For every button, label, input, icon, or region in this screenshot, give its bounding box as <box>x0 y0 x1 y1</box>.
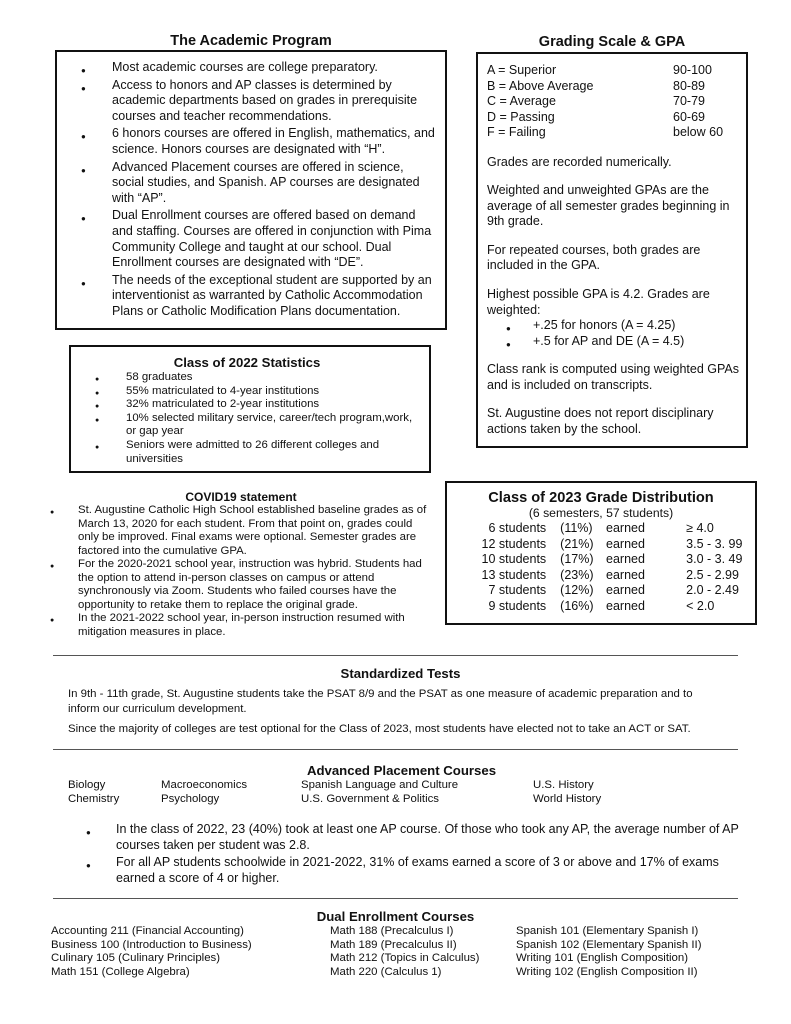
course-item: Business 100 (Introduction to Business) <box>51 938 252 951</box>
distribution-earned: earned <box>606 552 645 566</box>
list-item: ● +.25 for honors (A = 4.25) <box>487 318 740 334</box>
course-item: Spanish Language and Culture <box>301 779 459 791</box>
ap-course-column <box>68 779 119 806</box>
grading-note-2: Weighted and unweighted GPAs are the average of all semester grades beginning in 9th grade. <box>487 183 730 229</box>
list-item: ● In the class of 2022, 23 (40%) took at least one AP course. Of those who took any AP, the average number of AP courses taken per student was 2.8. <box>76 822 741 853</box>
distribution-students: 9 students <box>488 598 547 613</box>
grade-scale-row <box>487 110 740 126</box>
course-item: Macroeconomics <box>161 779 248 791</box>
list-item: ● For all AP students schoolwide in 2021-2022, 31% of exams earned a score of 3 or above and 17% of exams earned a score of 4 or higher. <box>76 855 741 886</box>
table-row <box>462 521 755 537</box>
course-item: Chemistry <box>68 792 120 805</box>
academic-program-box <box>55 50 447 330</box>
grade-range: below 60 <box>673 125 724 139</box>
course-item: Math 188 (Precalculus I) <box>330 925 454 937</box>
table-row <box>462 537 755 553</box>
list-item: ● 58 graduates <box>71 371 423 385</box>
grading-note-5: Class rank is computed using weighted GPAs and is included on transcripts. <box>487 362 739 392</box>
distribution-earned: earned <box>606 536 645 551</box>
grading-box <box>476 52 748 448</box>
grading-note-3: For repeated courses, both grades are included in the GPA. <box>487 242 701 273</box>
standardized-title: Standardized Tests <box>340 666 461 681</box>
ap-course-column <box>161 779 247 806</box>
distribution-range: 2.0 - 2.49 <box>686 583 739 597</box>
list-item: ● Most academic courses are college preparatory. <box>57 60 437 76</box>
divider-2 <box>53 749 738 750</box>
course-item: U.S. History <box>533 779 594 791</box>
distribution-range: 2.5 - 2.99 <box>686 567 739 582</box>
ap-course-column <box>301 779 458 806</box>
weight-list <box>487 318 740 349</box>
grade-letter: C = Average <box>487 94 556 108</box>
distribution-earned: earned <box>606 521 645 535</box>
distribution-students: 10 students <box>481 552 547 566</box>
dual-course-column <box>330 925 479 979</box>
distribution-box <box>445 481 757 625</box>
grade-range: 90-100 <box>673 63 712 77</box>
distribution-earned: earned <box>606 598 645 613</box>
course-item: Math 220 (Calculus 1) <box>330 965 442 978</box>
ap-title: Advanced Placement Courses <box>306 763 497 778</box>
grade-scale-row <box>487 125 740 141</box>
list-item: ● Advanced Placement courses are offered in science, social studies, and Spanish. AP courses are designated with “AP”. <box>57 160 437 207</box>
course-item: World History <box>533 792 602 805</box>
distribution-range: ≥ 4.0 <box>686 521 714 535</box>
course-item: Spanish 101 (Elementary Spanish I) <box>516 925 699 937</box>
covid-list <box>50 504 428 639</box>
distribution-pct: (23%) <box>560 567 594 582</box>
academic-program-list <box>57 60 437 320</box>
covid-title: COVID19 statement <box>185 490 297 504</box>
distribution-pct: (16%) <box>560 598 594 613</box>
list-item: ● 32% matriculated to 2-year institutions <box>71 398 423 412</box>
list-item: ● 55% matriculated to 4-year institutions <box>71 385 423 399</box>
distribution-students: 13 students <box>481 567 547 582</box>
course-item: Spanish 102 (Elementary Spanish II) <box>516 938 702 951</box>
course-item: Math 212 (Topics in Calculus) <box>330 952 480 965</box>
stats-box <box>69 345 431 473</box>
course-item: Writing 102 (English Composition II) <box>516 965 698 978</box>
course-item: Psychology <box>161 792 220 805</box>
standardized-text-2: Since the majority of colleges are test optional for the Class of 2023, most students have elected not to take an ACT or SAT. <box>68 723 691 735</box>
ap-stats-list <box>76 822 741 887</box>
list-item: ● Dual Enrollment courses are offered based on demand and staffing. Courses are offered in conjunction with Pima Community College and taught at our school. Dual Enrollment courses are designated with “DE”. <box>57 208 437 270</box>
list-item: ● +.5 for AP and DE (A = 4.5) <box>487 334 740 350</box>
course-item: U.S. Government & Politics <box>301 792 440 805</box>
course-item: Writing 101 (English Composition) <box>516 952 688 965</box>
distribution-students: 12 students <box>481 536 547 551</box>
dual-title: Dual Enrollment Courses <box>316 909 475 924</box>
grade-scale-row <box>487 79 740 95</box>
grade-scale-row <box>487 63 740 79</box>
distribution-earned: earned <box>606 567 645 582</box>
standardized-text-1: In 9th - 11th grade, St. Augustine students take the PSAT 8/9 and the PSAT as one measure of academic preparation and to inform our curriculum development. <box>68 688 693 715</box>
course-item: Accounting 211 (Financial Accounting) <box>51 925 244 937</box>
list-item: ● For the 2020-2021 school year, instruction was hybrid. Students had the option to attend in-person classes on campus or attend synchronously via Zoom. Students who failed courses have the opportunity to retake them to replace the original grade. <box>50 558 428 612</box>
distribution-table <box>462 521 755 614</box>
table-row <box>462 552 755 568</box>
stats-list <box>71 371 423 466</box>
course-item: Math 189 (Precalculus II) <box>330 938 457 951</box>
grade-letter: F = Failing <box>487 125 546 139</box>
grade-range: 60-69 <box>673 109 705 124</box>
grading-note-6: St. Augustine does not report disciplinary actions taken by the school. <box>487 406 714 437</box>
course-item: Biology <box>68 779 106 791</box>
academic-program-title: The Academic Program <box>170 33 332 49</box>
divider-3 <box>53 898 738 899</box>
list-item: ● Access to honors and AP classes is determined by academic departments based on grades in prerequisite courses and teacher recommendations. <box>57 78 437 125</box>
list-item: ● 6 honors courses are offered in English, mathematics, and science. Honors courses are designated with “H”. <box>57 126 437 157</box>
grade-range: 80-89 <box>673 78 705 93</box>
grading-note-1: Grades are recorded numerically. <box>487 154 672 169</box>
distribution-range: < 2.0 <box>686 598 715 613</box>
divider-1 <box>53 655 738 656</box>
list-item: ● St. Augustine Catholic High School established baseline grades as of March 13, 2020 for each student. From that point on, grades could only be improved. Final exams were optional. Semester grades are factored into the cumulative GPA. <box>50 504 428 558</box>
ap-course-column <box>533 779 601 806</box>
distribution-pct: (21%) <box>560 536 594 551</box>
table-row <box>462 599 755 615</box>
grade-letter: B = Above Average <box>487 78 594 93</box>
distribution-students: 6 students <box>488 521 547 535</box>
distribution-pct: (11%) <box>560 521 593 535</box>
dual-course-column <box>516 925 702 979</box>
distribution-earned: earned <box>606 583 645 597</box>
grading-note-4: Highest possible GPA is 4.2. Grades are weighted: <box>487 287 710 317</box>
grade-scale-row <box>487 94 740 110</box>
course-item: Culinary 105 (Culinary Principles) <box>51 952 221 965</box>
distribution-range: 3.0 - 3. 49 <box>686 552 743 566</box>
grade-range: 70-79 <box>673 94 705 108</box>
distribution-pct: (17%) <box>560 552 594 566</box>
table-row <box>462 568 755 584</box>
distribution-subtitle: (6 semesters, 57 students) <box>528 506 674 520</box>
dual-course-column <box>51 925 252 979</box>
table-row <box>462 583 755 599</box>
covid-section <box>50 504 428 639</box>
grade-letter: A = Superior <box>487 63 557 77</box>
distribution-students: 7 students <box>488 583 547 597</box>
distribution-range: 3.5 - 3. 99 <box>686 536 743 551</box>
list-item: ● 10% selected military service, career/tech program,work, or gap year <box>71 412 423 439</box>
grade-letter: D = Passing <box>487 109 555 124</box>
grade-scale-table <box>487 63 740 141</box>
ap-stats <box>76 822 741 889</box>
list-item: ● The needs of the exceptional student are supported by an interventionist as warranted by Catholic Accommodation Plans or Catholic Modification Plans documentation. <box>57 273 437 320</box>
list-item: ● Seniors were admitted to 26 different colleges and universities <box>71 439 423 466</box>
grading-title: Grading Scale & GPA <box>538 34 686 50</box>
stats-title: Class of 2022 Statistics <box>173 355 321 370</box>
distribution-title: Class of 2023 Grade Distribution <box>488 490 714 506</box>
list-item: ● In the 2021-2022 school year, in-person instruction resumed with mitigation measures in place. <box>50 612 428 639</box>
distribution-pct: (12%) <box>560 583 594 597</box>
course-item: Math 151 (College Algebra) <box>51 965 190 978</box>
